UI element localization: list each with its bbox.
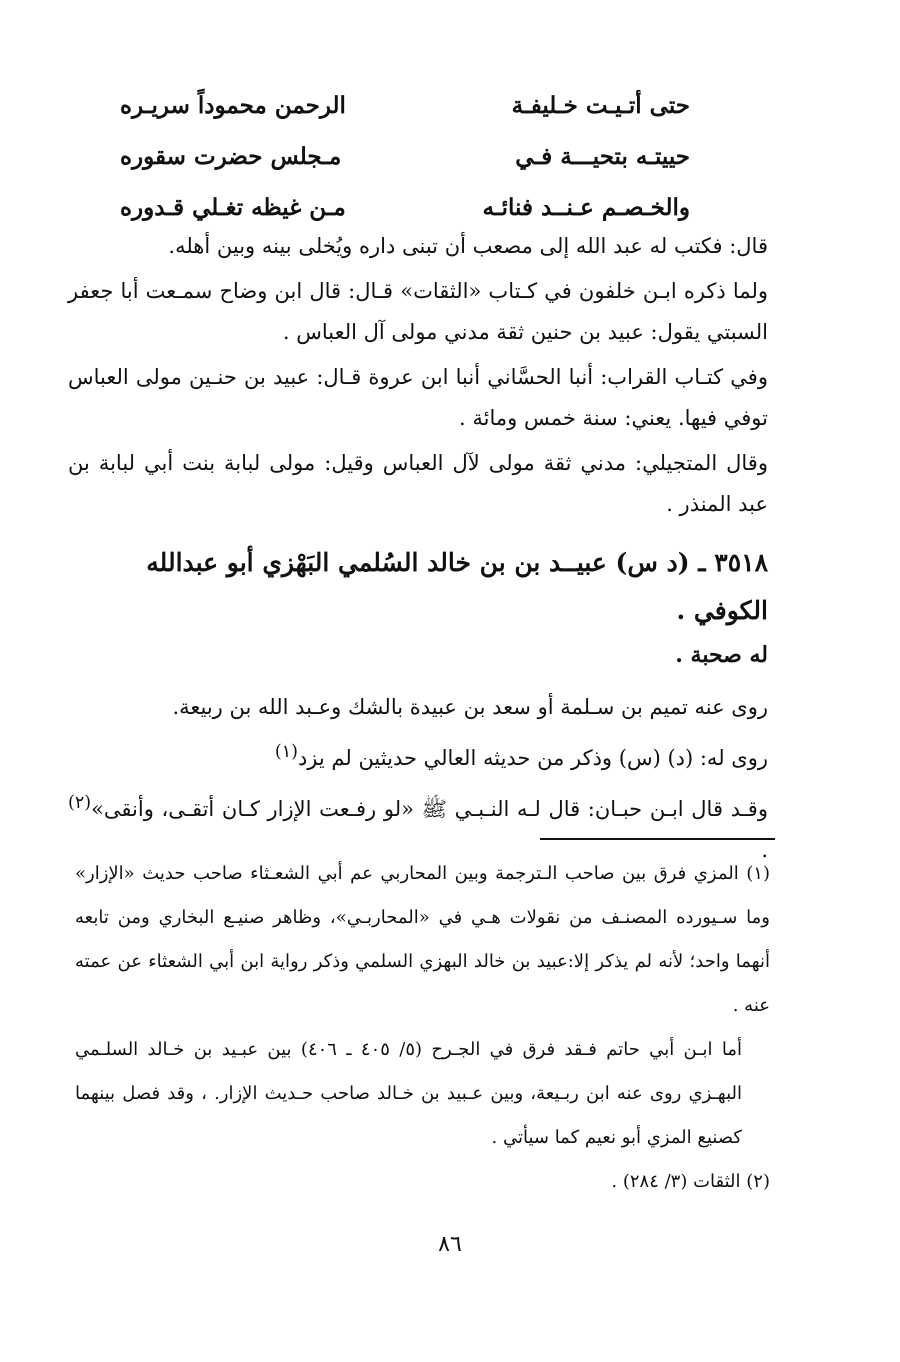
paragraph: ولما ذكره ابـن خلفون في كـتاب «الثقات» قـال: قال ابن وضاح سمـعت أبا جعفر السبتي يقول: عبيد بن حنين ثقة مدني مولى آل العباس . [68,279,768,344]
poem-block [120,80,690,233]
entry-heading: ٣٥١٨ ـ (د س) عبيــد بن بن خالد السُلمي البَهْزي أبو عبدالله الكوفي . [146,548,768,625]
poem-hemistich-right: والخـصـم عـنــد فنائـه [482,194,690,221]
entry-subheading: له صحبة . [675,642,768,668]
footnote: (١) المزي فرق بين صاحب الـترجمة وبين المحاربي عم أبي الشعـثاء صاحب حديث «الإزار» وما سـيورده المصنـف من نقولات هـي في «المحاربـي»، وظاهر صنيـع البخاري ومن تابعه أنهما واحد؛ لأنه لم يذكر إلا:عبيد بن خالد البهزي السلمي وذكر رواية ابن أبي الشعثاء عن عمته عنه . [75,863,770,1016]
poem-line [120,131,690,182]
poem-hemistich-left: مـن غيظه تغـلي قـدوره [120,194,346,221]
footnote: (٢) الثقات (٣/ ٢٨٤) . [611,1171,770,1192]
poem-hemistich-right: حييتـه بتحيـــة فـي [515,143,690,170]
paragraph: وقـد قال ابـن حبـان: قال لـه النـبـي ﷺ «لو رفـعت الإزار كـان أتقـى، وأنقى»$^{(٢)}$ . [68,793,768,862]
poem-hemistich-left: الرحمن محموداً سريـره [120,92,346,119]
paragraph: وقال المتجيلي: مدني ثقة مولى لآل العباس وقيل: مولى لبابة بنت أبي لبابة بن عبد المنذر . [68,451,768,516]
poem-hemistich-right: حتى أتـيـت خـليفـة [511,92,690,119]
main-text [68,226,768,875]
footnote: أما ابـن أبي حاتم فـقد فرق في الجـرح (٥/ ٤٠٥ ـ ٤٠٦) بين عبـيد بن خـالد السلـمي البهـزي روى عنه ابن ربـيعة، وبين عـبيد بن خـالد صاحب حـديث الإزار. ، وقد فصل بينهما كصنيع المزي أبو نعيم كما سيأتي . [75,1039,743,1148]
footnote-ref: (٢) [68,793,92,813]
paragraph-text: روى له: (د) (س) وذكر من حديثه العالي حديثين لم يزد [297,746,768,770]
poem-line [120,80,690,131]
poem-hemistich-left: مـجلس حضرت سقوره [120,143,342,170]
paragraph: روى عنه تميم بن سـلمة أو سعد بن عبيدة بالشك وعـبد الله بن ربيعة. [172,695,768,719]
page-number: ٨٦ [438,1232,462,1257]
paragraph: قال: فكتب له عبد الله إلى مصعب أن تبنى داره ويُخلى بينه وبين أهله. [168,234,768,258]
footnote-divider [540,838,775,840]
footnotes [75,852,770,1204]
paragraph: وفي كتـاب القراب: أنبا الحسَّاني أنبا ابن عروة قـال: عبيد بن حنـين مولى العباس توفي فيها. يعني: سنة خمس ومائة . [68,365,768,430]
paragraph-text: وقـد قال ابـن حبـان: قال لـه النـبـي ﷺ «لو رفـعت الإزار كـان أتقـى، وأنقى» [91,797,768,821]
footnote-ref: (١) [274,742,298,762]
paragraph [68,732,768,779]
